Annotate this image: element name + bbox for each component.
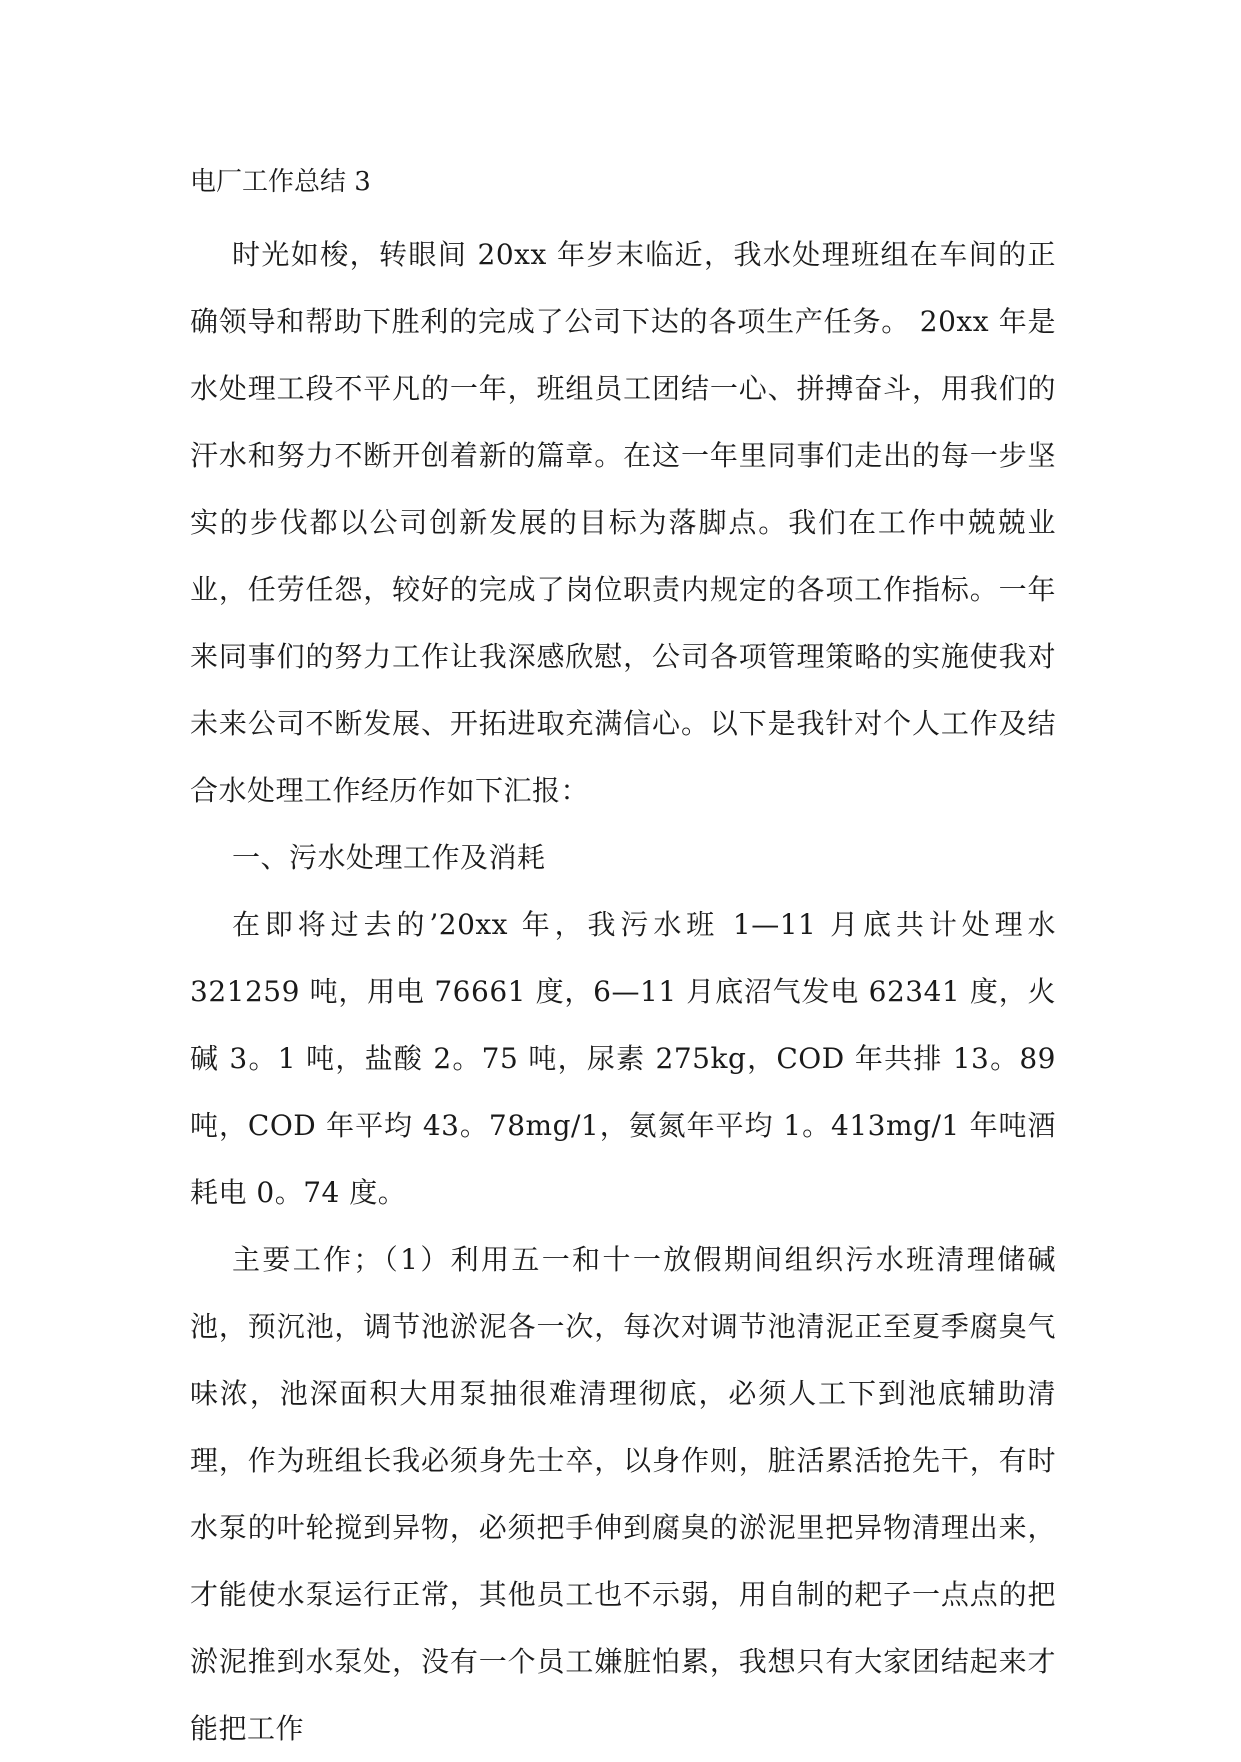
paragraph-statistics: 在即将过去的’20xx 年，我污水班 1—11 月底共计处理水 321259 吨，用电 76661 度，6—11 月底沼气发电 62341 度，火碱 3。1 吨，盐酸 2。75 吨，尿素 275kg，COD 年共排 13。89 吨，COD 年平均 43。78mg/1，氨氮年平均 1。413mg/1 年吨酒耗电 0。74 度。: [190, 908, 1056, 1209]
document-title: 电厂工作总结 3: [190, 167, 371, 197]
document-body: [190, 155, 1056, 1762]
section-heading: 一、污水处理工作及消耗: [232, 841, 546, 874]
paragraph-main-work: 主要工作；（1）利用五一和十一放假期间组织污水班清理储碱池，预沉池，调节池淤泥各一次，每次对调节池清泥正至夏季腐臭气味浓，池深面积大用泵抽很难清理彻底，必须人工下到池底辅助清理，作为班组长我必须身先士卒，以身作则，脏活累活抢先干，有时水泵的叶轮搅到异物，必须把手伸到腐臭的淤泥里把异物清理出来，才能使水泵运行正常，其他员工也不示弱，用自制的耙子一点点的把淤泥推到水泵处，没有一个员工嫌脏怕累，我想只有大家团结起来才能把工作: [190, 1243, 1056, 1745]
paragraph-intro: 时光如梭，转眼间 20xx 年岁末临近，我水处理班组在车间的正确领导和帮助下胜利的完成了公司下达的各项生产任务。 20xx 年是水处理工段不平凡的一年，班组员工团结一心、拼搏奋斗，用我们的汗水和努力不断开创着新的篇章。在这一年里同事们走出的每一步坚实的步伐都以公司创新发展的目标为落脚点。我们在工作中兢兢业业，任劳任怨，较好的完成了岗位职责内规定的各项工作指标。一年来同事们的努力工作让我深感欣慰，公司各项管理策略的实施使我对未来公司不断发展、开拓进取充满信心。以下是我针对个人工作及结合水处理工作经历作如下汇报：: [190, 238, 1056, 807]
